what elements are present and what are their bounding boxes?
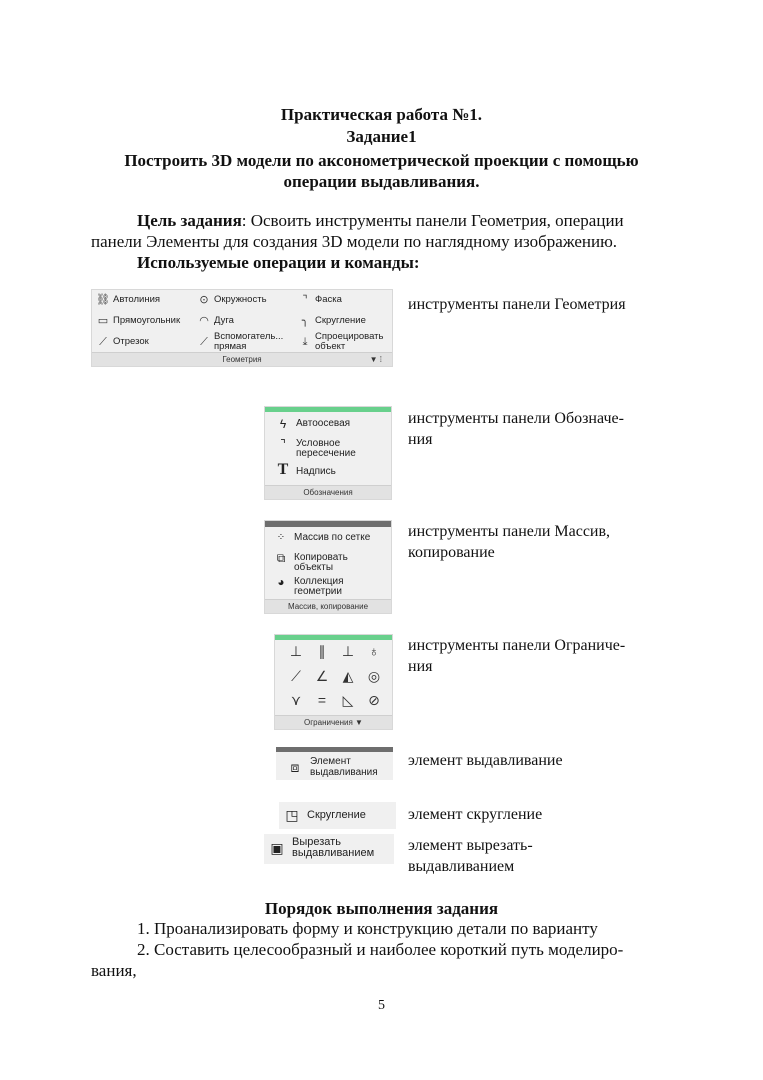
collinear-icon[interactable]: ⟋: [291, 668, 301, 684]
page-number: 5: [378, 998, 385, 1013]
fillet-tool[interactable]: [298, 315, 366, 327]
geometry-collection-tool[interactable]: [273, 577, 344, 597]
extrude-label2: выдавливания: [310, 767, 378, 778]
fillet-desc: элемент скругление: [408, 806, 543, 823]
procedure-step2-line2: вания,: [91, 961, 137, 980]
tangent-icon[interactable]: ♁: [368, 643, 380, 659]
array-panel-title: Массив, копирование: [287, 602, 369, 611]
project-icon: ⤓: [302, 336, 308, 348]
goal-text1: : Освоить инструменты панели Геометрия, операции: [241, 211, 624, 230]
aux-line-icon: ⟋: [200, 336, 208, 348]
procedure-step2-line1: 2. Составить целесообразный и наиболее короткий путь моделиро-: [137, 940, 624, 959]
grid-label: Массив по сетке: [294, 532, 371, 543]
autoline-label: Автолиния: [113, 294, 161, 305]
arc-tool[interactable]: [197, 315, 234, 327]
task-title: Задание1: [346, 127, 417, 146]
arc-icon: ◠: [199, 315, 209, 327]
cut-extrude-icon: ▣: [270, 839, 284, 856]
cut-desc1: элемент вырезать-: [408, 837, 533, 854]
label-tool[interactable]: [275, 461, 336, 478]
chamfer-icon: ⌝: [302, 294, 308, 306]
intersection-icon: ⌝: [280, 437, 286, 451]
panel-accent-bar: [265, 407, 391, 412]
copy-objects-tool[interactable]: [273, 553, 348, 573]
extrude-panel: [276, 747, 393, 780]
fillet-icon: ╮: [301, 315, 309, 327]
constraints-desc2: ния: [408, 658, 433, 675]
page-title: Практическая работа №1.: [280, 105, 483, 124]
circle-tool[interactable]: [197, 294, 267, 306]
goal-line2: панели Элементы для создания 3D модели по наглядному изображению.: [91, 232, 618, 251]
cond-label1: Условное: [296, 438, 341, 449]
hatch-icon[interactable]: ◭: [342, 668, 354, 684]
fillet-label: Скругление: [315, 315, 366, 326]
axis-tool[interactable]: [275, 419, 350, 429]
perpendicular-icon[interactable]: ⊥: [341, 643, 355, 659]
grid-dots-icon: ⁘: [276, 532, 286, 543]
rectangle-label: Прямоугольник: [113, 315, 181, 326]
extrude-label1: Элемент: [310, 756, 351, 767]
ops-heading: Используемые операции и команды:: [137, 253, 420, 272]
project-label1: Спроецировать: [315, 331, 384, 342]
fillet-panel: [279, 802, 396, 829]
cut-desc2: выдавливанием: [408, 858, 515, 875]
extrude-desc: элемент выдавливание: [408, 752, 563, 769]
copy-icon: ⧉: [276, 551, 286, 565]
aux-line-tool[interactable]: [197, 332, 283, 352]
angle-icon[interactable]: ∠: [315, 668, 329, 684]
parallel-icon[interactable]: ∥: [318, 643, 326, 659]
task-subtitle-line2: операции выдавливания.: [283, 172, 480, 191]
array-panel-footer: [265, 599, 391, 613]
panel-top-bar: [265, 521, 391, 527]
conditional-intersection-tool[interactable]: [275, 439, 356, 459]
procedure-heading: Порядок выполнения задания: [264, 899, 499, 918]
panel-top-bar-2: [276, 747, 393, 752]
panel-accent-bar-2: [275, 635, 392, 640]
array-desc2: копирование: [408, 544, 495, 561]
array-panel: [264, 520, 392, 614]
project-object-tool[interactable]: [298, 332, 384, 352]
radius-icon[interactable]: ⊘: [368, 692, 380, 708]
designations-desc1: инструменты панели Обозначе-: [408, 410, 624, 427]
fillet-button[interactable]: [283, 807, 366, 823]
designations-panel-footer: [265, 485, 391, 499]
fillet-element-icon: ◳: [285, 806, 299, 823]
symmetry-icon[interactable]: ⋎: [290, 692, 302, 708]
aux-line-label1: Вспомогатель...: [214, 331, 284, 342]
segment-tool[interactable]: [96, 336, 149, 348]
axis-icon: ϟ: [279, 417, 287, 431]
constraints-panel: [274, 634, 393, 730]
circle-label: Окружность: [214, 294, 267, 305]
geometry-desc: инструменты панели Геометрия: [408, 296, 626, 313]
constraints-dropdown-icon[interactable]: ▼: [355, 718, 363, 727]
concentric-icon[interactable]: ◎: [367, 668, 381, 684]
cond-label2: пересечение: [296, 448, 356, 459]
text-icon: T: [277, 461, 289, 478]
collection-icon: ◕: [277, 575, 285, 589]
axis-label: Автоосевая: [296, 418, 351, 429]
goal-line1: [137, 210, 624, 232]
grid-array-tool[interactable]: [273, 533, 370, 543]
fix-point-icon[interactable]: ⊥: [289, 643, 303, 659]
designations-panel: [264, 406, 392, 500]
aux-line-label2: прямая: [214, 341, 247, 352]
constraints-panel-footer: [275, 715, 392, 729]
rectangle-icon: ▭: [97, 315, 109, 327]
geometry-panel: [91, 289, 393, 367]
copy-label2: объекты: [294, 562, 334, 573]
chamfer-label: Фаска: [315, 294, 342, 305]
segment-icon: ⟋: [99, 336, 107, 348]
segment-label: Отрезок: [113, 336, 149, 347]
copy-label1: Копировать: [294, 552, 348, 563]
chamfer-tool[interactable]: [298, 294, 342, 306]
autoline-icon: ⛓: [96, 294, 110, 306]
cut-label2: выдавливанием: [292, 847, 375, 859]
cut-label1: Вырезать: [292, 836, 341, 848]
goal-label: Цель задания: [137, 211, 242, 230]
autoline-tool[interactable]: [96, 294, 160, 306]
coll-label2: геометрии: [294, 586, 342, 597]
designations-desc2: ния: [408, 431, 433, 448]
extrude-button[interactable]: [286, 756, 378, 778]
geometry-panel-footer: [92, 352, 392, 366]
procedure-step1: 1. Проанализировать форму и конструкцию детали по варианту: [137, 919, 598, 938]
task-subtitle-line1: Построить 3D модели по аксонометрической проекции с помощью: [124, 151, 639, 170]
array-desc1: инструменты панели Массив,: [408, 523, 611, 540]
arc-label: Дуга: [214, 315, 234, 326]
fillet-elem-label: Скругление: [307, 808, 366, 821]
designations-panel-title: Обозначения: [303, 488, 353, 497]
triangle-icon[interactable]: ◺: [342, 692, 354, 708]
coll-label1: Коллекция: [294, 576, 344, 587]
equal-icon[interactable]: =: [317, 692, 327, 708]
cut-extrude-button[interactable]: [268, 837, 374, 859]
project-label2: объект: [315, 341, 346, 352]
circle-icon: ⊙: [199, 294, 209, 306]
constraints-panel-title: Ограничения: [304, 718, 353, 727]
rectangle-tool[interactable]: [96, 315, 180, 327]
cut-extrude-panel: [264, 834, 394, 864]
label-label: Надпись: [296, 466, 336, 477]
panel-dropdown-icon[interactable]: ▼ ⁞: [369, 355, 382, 364]
extrude-icon: ⧈: [290, 758, 300, 775]
geometry-panel-title: Геометрия: [222, 355, 262, 364]
constraints-desc1: инструменты панели Ограниче-: [408, 637, 626, 654]
